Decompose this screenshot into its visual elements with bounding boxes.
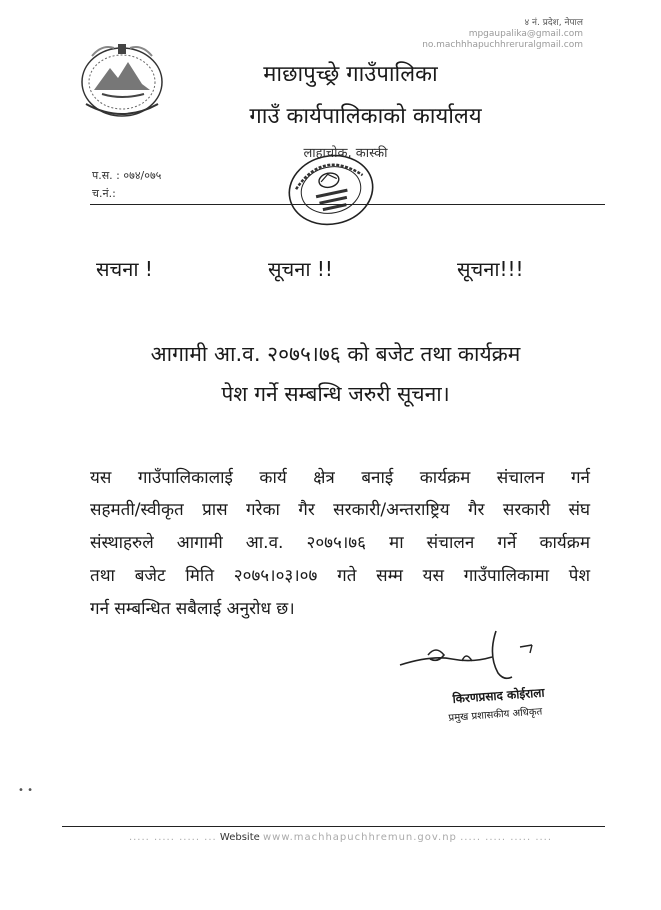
office-stamp-icon (283, 150, 379, 230)
dispatch-number: च.नं.: (92, 187, 116, 200)
footer-website-label: Website (219, 832, 260, 843)
notice-label-3: सूचना!!! (457, 257, 524, 281)
office-title: माछापुच्छ्रे गाउँपालिका (263, 62, 438, 87)
signature-icon (392, 625, 562, 685)
reference-number: प.स. : ०७४/०७५ (92, 169, 162, 182)
contact-block (422, 18, 583, 51)
footer-divider (62, 826, 605, 827)
office-address: लाहाचोक, कास्की (303, 146, 388, 161)
office-subtitle: गाउँ कार्यपालिकाको कार्यालय (249, 104, 482, 129)
notice-heading-line-2: पेश गर्ने सम्बन्धि जरुरी सूचना। (221, 382, 450, 406)
header-divider (90, 204, 605, 205)
notice-label-2: सूचना !! (268, 257, 333, 281)
signer-title: प्रमुख प्रशासकीय अधिकृत (448, 706, 543, 724)
body-line-3: संस्थाहरुले आगामी आ.व. २०७५।७६ मा संचालन गर्ने कार्यक्रम (90, 533, 590, 553)
footer-left-text: ..... ..... ..... ... (128, 832, 217, 843)
contact-email: mpgaupalika@gmail.com (468, 29, 583, 39)
margin-dots: • • (18, 785, 33, 796)
body-line-2: सहमती/स्वीकृत प्रास गरेका गैर सरकारी/अन्तराष्ट्रिय गैर सरकारी संघ (90, 500, 590, 520)
footer-right-text: ..... ..... ..... .... (460, 832, 553, 843)
body-line-1: यस गाउँपालिकालाई कार्य क्षेत्र बनाई कार्यक्रम संचालन गर्न (90, 468, 590, 488)
footer-website-url: www.machhapuchhremun.gov.np (262, 832, 457, 843)
notice-heading-line-1: आगामी आ.व. २०७५।७६ को बजेट तथा कार्यक्रम (150, 342, 521, 366)
signer-name: किरणप्रसाद कोईराला (452, 685, 545, 706)
body-line-4: तथा बजेट मिति २०७५।०३।०७ गते सम्म यस गाउँपालिकामा पेश (90, 566, 590, 586)
contact-province: ४ नं. प्रदेश, नेपाल (524, 18, 583, 28)
body-line-5: गर्न सम्बन्धित सबैलाई अनुरोध छ। (90, 599, 295, 619)
footer (0, 832, 661, 843)
notice-label-1: सचना ! (96, 257, 153, 281)
contact-email-2: no.machhhapuchhreruralgmail.com (422, 40, 583, 50)
